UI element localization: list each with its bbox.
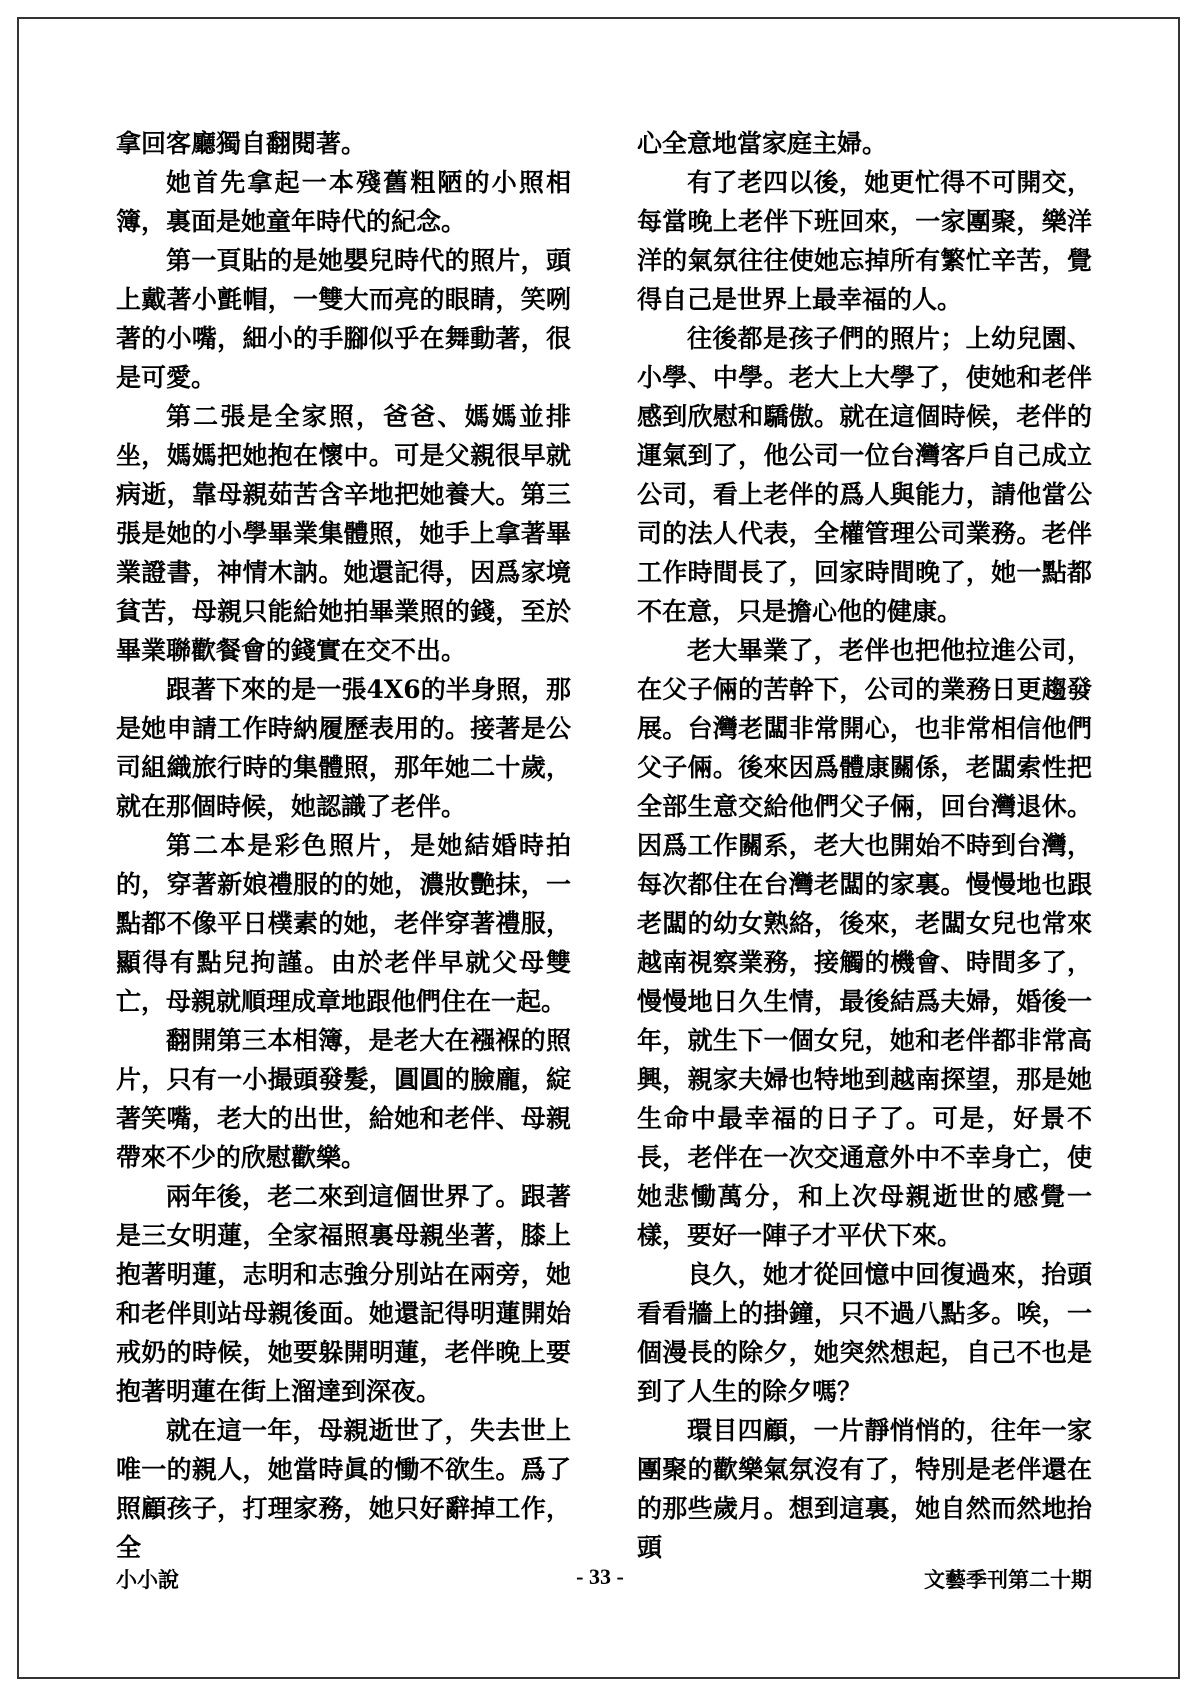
paragraph: 第一頁貼的是她嬰兒時代的照片，頭上戴著小氈帽，一雙大而亮的眼睛，笑咧著的小嘴，細小的手腳似乎在舞動著，很是可愛。 [116,246,571,392]
paragraph: 良久，她才從回憶中回復過來，抬頭看看牆上的掛鐘，只不過八點多。唉，一個漫長的除夕，她突然想起，自己不也是到了人生的除夕嗎？ [637,1260,1092,1406]
paragraph: 兩年後，老二來到這個世界了。跟著是三女明蓮，全家福照裏母親坐著，膝上抱著明蓮，志明和志強分別站在兩旁，她和老伴則站母親後面。她還記得明蓮開始戒奶的時候，她要躲開明蓮，老伴晚上要抱著明蓮在街上溜達到深夜。 [116,1182,571,1406]
paragraph: 拿回客廳獨自翻閱著。 [116,129,367,158]
right-column [637,124,1092,1567]
page-number: - 33 - [576,1564,624,1589]
footer-publication-title: 文藝季刊第二十期 [924,1567,1092,1592]
left-column [116,124,571,1567]
paragraph: 第二本是彩色照片，是她結婚時拍的，穿著新娘禮服的的她，濃妝艷抹，一點都不像平日樸素的她，老伴穿著禮服，顯得有點兒拘謹。由於老伴早就父母雙亡，母親就順理成章地跟他們住在一起。 [116,831,571,1016]
paragraph: 翻開第三本相簿，是老大在襁褓的照片，只有一小撮頭發髮，圓圓的臉龐，綻著笑嘴，老大的出世，給她和老伴、母親帶來不少的欣慰歡樂。 [116,1026,571,1172]
paragraph: 老大畢業了，老伴也把他拉進公司，在父子倆的苦幹下，公司的業務日更趨發展。台灣老闆非常開心，也非常相信他們父子倆。後來因爲體康關係，老闆索性把全部生意交給他們父子倆，回台灣退休。因爲工作關系，老大也開始不時到台灣，每次都住在台灣老闆的家裏。慢慢地也跟老闆的幼女熟絡，後來，老闆女兒也常來越南視察業務，接觸的機會、時間多了，慢慢地日久生情，最後結爲夫婦，婚後一年，就生下一個女兒，她和老伴都非常高興，親家夫婦也特地到越南探望，那是她生命中最幸福的日子了。可是，好景不長，老伴在一次交通意外中不幸身亡，使她悲慟萬分，和上次母親逝世的感覺一樣，要好一陣子才平伏下來。 [637,636,1092,1250]
paragraph: 她首先拿起一本殘舊粗陋的小照相簿，裏面是她童年時代的紀念。 [116,168,571,236]
paragraph: 就在這一年，母親逝世了，失去世上唯一的親人，她當時眞的慟不欲生。爲了照顧孩子，打理家務，她只好辭掉工作，全 [116,1416,571,1562]
paragraph: 往後都是孩子們的照片；上幼兒園、小學、中學。老大上大學了，使她和老伴感到欣慰和驕傲。就在這個時候，老伴的運氣到了，他公司一位台灣客戶自己成立公司，看上老伴的爲人與能力，請他當公司的法人代表，全權管理公司業務。老伴工作時間長了，回家時間晚了，她一點都不在意，只是擔心他的健康。 [637,324,1092,626]
paragraph: 有了老四以後，她更忙得不可開交，每當晚上老伴下班回來，一家團聚，樂洋洋的氣氛往往使她忘掉所有繁忙辛苦，覺得自己是世界上最幸福的人。 [637,168,1092,314]
footer-section-label: 小小說 [116,1567,179,1592]
paragraph: 第二張是全家照，爸爸、媽媽並排坐，媽媽把她抱在懷中。可是父親很早就病逝，靠母親茹苦含辛地把她養大。第三張是她的小學畢業集體照，她手上拿著畢業證書，神情木訥。她還記得，因爲家境貧苦，母親只能給她拍畢業照的錢，至於畢業聯歡餐會的錢實在交不出。 [116,402,571,665]
paragraph: 環目四顧，一片靜悄悄的，往年一家團聚的歡樂氣氛沒有了，特別是老伴還在的那些歲月。想到這裏，她自然而然地抬頭 [637,1416,1092,1562]
paragraph: 跟著下來的是一張4X6的半身照，那是她申請工作時納履歷表用的。接著是公司組織旅行時的集體照，那年她二十歲，就在那個時候，她認識了老伴。 [116,675,571,821]
paragraph: 心全意地當家庭主婦。 [637,129,888,158]
